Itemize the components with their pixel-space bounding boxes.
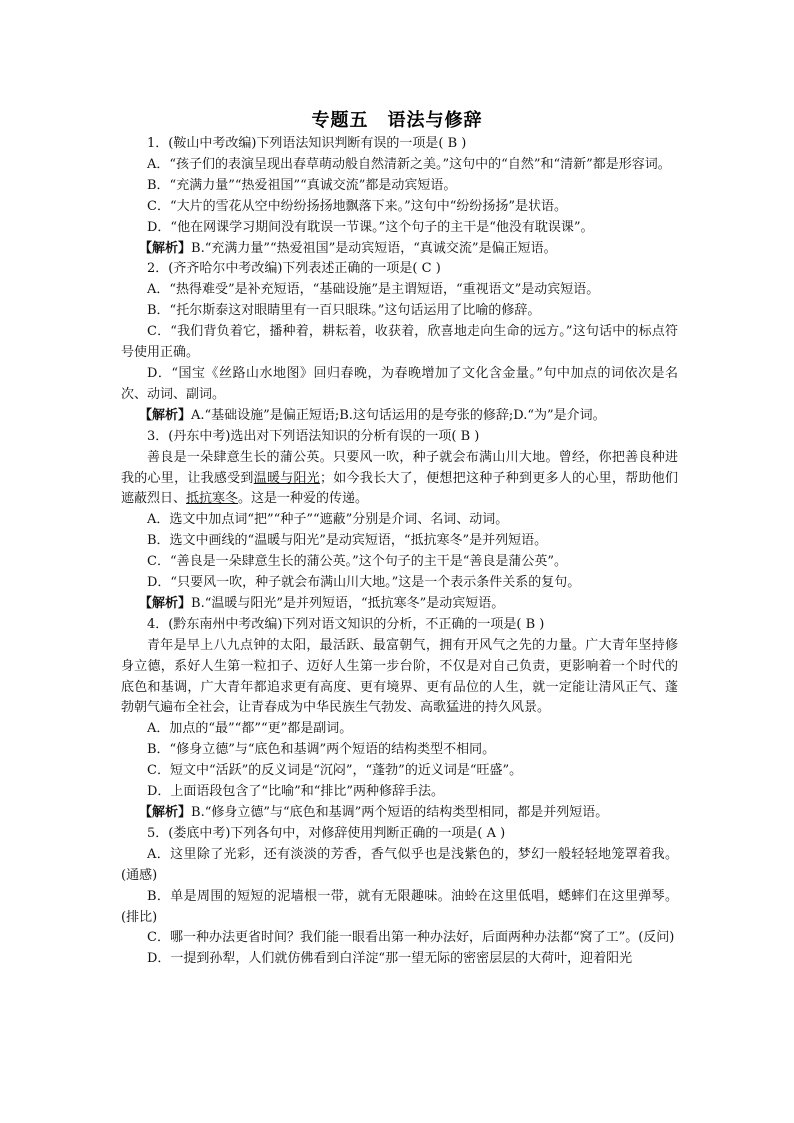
question-1-option-d: D．“他在网课学习期间没有耽误一节课。”这个句子的主干是“他没有耽误课”。 xyxy=(147,219,594,235)
analysis-label: 【解析】 xyxy=(139,240,192,256)
question-3-passage xyxy=(121,448,678,511)
question-2-option-c: C．“我们背负着它，播种着，耕耘着，收获着，欣喜地走向生命的远方。”这句话中的标点符号使用正确。 xyxy=(121,324,678,361)
analysis-text: B.“修身立德”与“底色和基调”两个短语的结构类型相同，都是并列短语。 xyxy=(191,805,609,820)
analysis-text: B.“温暖与阳光”是并列短语，“抵抗寒冬”是动宾短语。 xyxy=(191,595,505,611)
passage-text: 善良是一朵肆意生长的蒲公英。只要风一吹，种子就会布满山川大地。曾经，你把善良种进我的心里，让我感受到 xyxy=(121,449,678,486)
analysis-text: A.“基础设施”是偏正短语;B.这句话运用的是夸张的修辞;D.“为”是介词。 xyxy=(191,407,606,423)
question-4-option-d: D．上面语段包含了“比喻”和“排比”两种修辞手法。 xyxy=(147,784,445,800)
underlined-phrase: 温暖与阳光 xyxy=(253,470,321,486)
question-5-option-d: D．一提到孙犁，人们就仿佛看到白洋淀“那一望无际的密密层层的大荷叶，迎着阳光 xyxy=(147,951,633,967)
question-2-analysis xyxy=(121,406,678,427)
analysis-text: B.“充满力量”“热爱祖国”是动宾短语，“真诚交流”是偏正短语。 xyxy=(191,240,557,256)
passage-text: ；如今我长大了，便想把这种子种到更多人的心里，帮助他们遮蔽烈日、 xyxy=(121,470,678,507)
question-3-option-b: B．选文中画线的“温暖与阳光”是动宾短语，“抵抗寒冬”是并列短语。 xyxy=(147,533,548,549)
question-1-analysis xyxy=(121,239,678,260)
question-2-option-b: B．“托尔斯泰这对眼睛里有一百只眼珠。”这句话运用了比喻的修辞。 xyxy=(147,303,541,319)
document-body xyxy=(121,134,678,970)
question-5-option-a: A．这里除了光彩，还有淡淡的芳香，香气似乎也是浅紫色的，梦幻一般轻轻地笼罩着我。(通感) xyxy=(121,846,678,883)
question-4-stem: 4．(黔东南州中考改编)下列对语文知识的分析，不正确的一项是( B ) xyxy=(147,616,545,632)
question-4-analysis xyxy=(121,803,678,824)
question-1-option-b: B．“充满力量”“热爱祖国”“真诚交流”都是动宾短语。 xyxy=(147,177,457,193)
question-4-option-c: C．短文中“活跃”的反义词是“沉闷”，“蓬勃”的近义词是“旺盛”。 xyxy=(147,763,523,779)
question-4-passage: 青年是早上八九点钟的太阳，最活跃、最富朝气，拥有开风气之先的力量。广大青年坚持修身立德，系好人生第一粒扣子、迈好人生第一步台阶，不仅是对自己负责，更影响着一个时代的底色和基调，广大青年都追求更有高度、更有境界、更有品位的人生，就一定能让清风正气、蓬勃朝气遍布全社会，让青春成为中华民族生气勃发、高歌猛进的持久风景。 xyxy=(121,637,678,716)
page-title: 专题五 语法与修辞 xyxy=(311,110,483,131)
underlined-phrase: 抵抗寒冬 xyxy=(186,491,239,507)
question-2-option-a: A．“热得难受”是补充短语，“基础设施”是主谓短语，“重视语文”是动宾短语。 xyxy=(147,282,600,298)
question-3-option-c: C．“善良是一朵肆意生长的蒲公英。”这个句子的主干是“善良是蒲公英”。 xyxy=(147,554,568,570)
question-3-analysis xyxy=(121,594,678,615)
question-3-option-d: D．“只要风一吹，种子就会布满山川大地。”这是一个表示条件关系的复句。 xyxy=(147,575,581,591)
question-2-option-d: D．“国宝《丝路山水地图》回归春晚，为春晚增加了文化含金量。”句中加点的词依次是名次、动词、副词。 xyxy=(121,365,678,402)
question-1-option-a: A．“孩子们的表演呈现出春草萌动般自然清新之美。”这句中的“自然”和“清新”都是形容词。 xyxy=(147,156,671,172)
question-5-option-b: B．单是周围的短短的泥墙根一带，就有无限趣味。油蛉在这里低唱，蟋蟀们在这里弹琴。(排比) xyxy=(121,888,678,925)
question-4-option-b: B．“修身立德”与“底色和基调”两个短语的结构类型不相同。 xyxy=(147,742,496,758)
question-5-option-c: C．哪一种办法更省时间？我们能一眼看出第一种办法好，后面两种办法都“窝了工”。(反问) xyxy=(147,930,675,946)
question-5-stem: 5．(娄底中考)下列各句中，对修辞使用判断正确的一项是( A ) xyxy=(147,825,506,841)
passage-text: 。这是一种爱的传递。 xyxy=(238,491,369,507)
question-1-stem: 1．(鞍山中考改编)下列语法知识判断有误的一项是( B ) xyxy=(147,136,467,151)
analysis-label: 【解析】 xyxy=(139,595,192,611)
question-3-option-a: A．选文中加点词“把”“种子”“遮蔽”分别是介词、名词、动词。 xyxy=(147,512,509,528)
question-2-stem: 2．(齐齐哈尔中考改编)下列表述正确的一项是( C ) xyxy=(147,261,441,277)
question-3-stem: 3．(丹东中考)选出对下列语法知识的分析有误的一项( B ) xyxy=(147,428,480,444)
analysis-label: 【解析】 xyxy=(139,805,192,820)
analysis-label: 【解析】 xyxy=(139,407,192,423)
question-4-option-a: A．加点的“最”“都”“更”都是副词。 xyxy=(147,721,353,737)
question-1-option-c: C．“大片的雪花从空中纷纷扬扬地飘落下来。”这句中“纷纷扬扬”是状语。 xyxy=(147,198,568,214)
